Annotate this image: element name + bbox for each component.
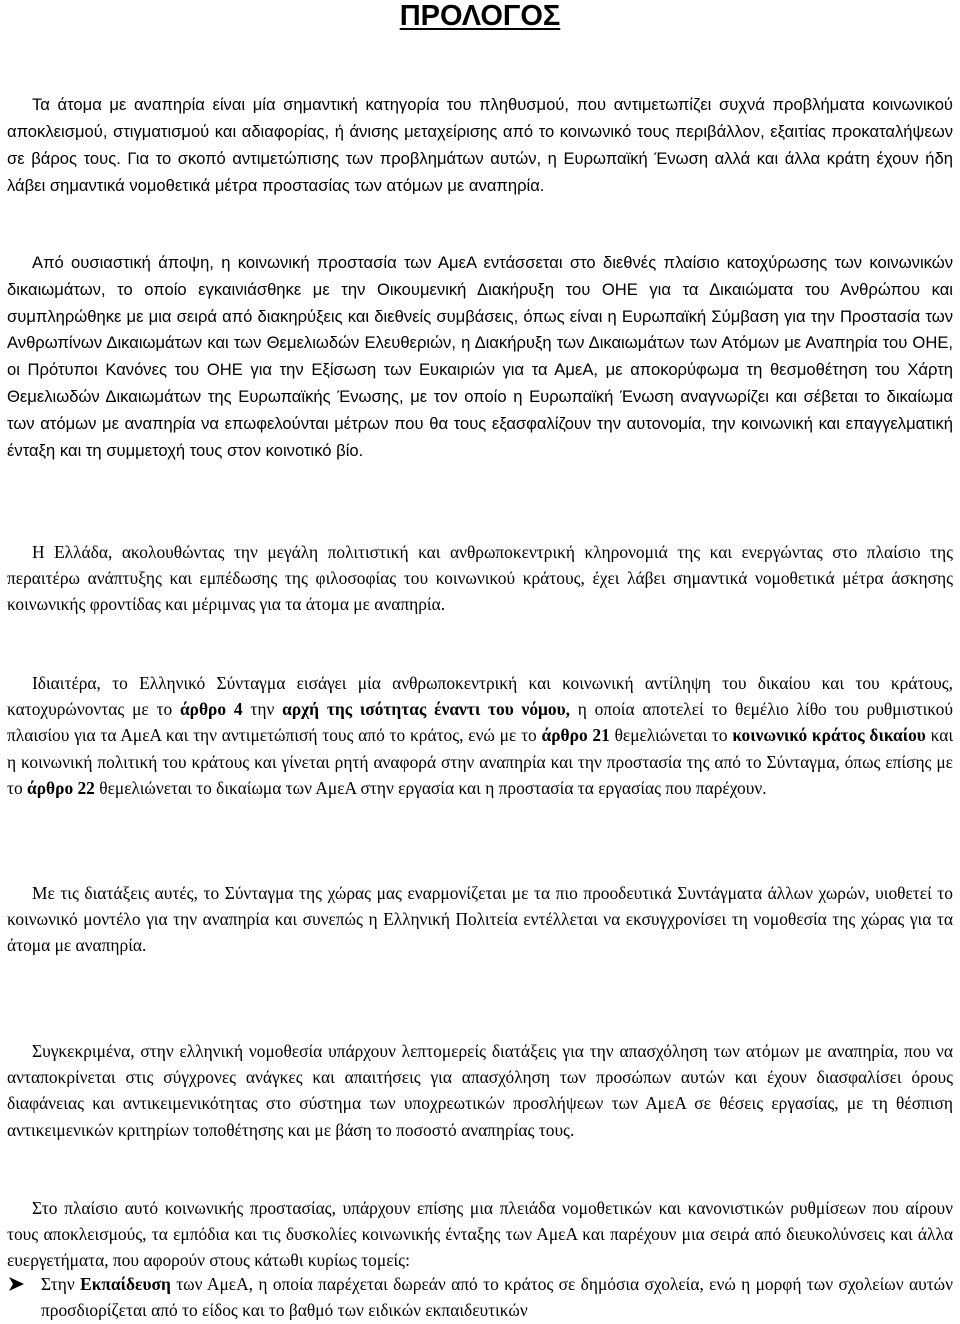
arrow-bullet-icon [7, 1271, 27, 1297]
paragraph-greece: Η Ελλάδα, ακολουθώντας την μεγάλη πολιτιστική και ανθρωποκεντρική κληρονομιά της και ενεργώντας στο πλαίσιο της περαιτέρω ανάπτυξης και εμπέδωσης της φιλοσοφίας του κοινωνικού κράτους, έχει λάβει σημαντικά νομοθετικά μέτρα άσκησης κοινωνικής φροντίδας και μέριμνας για τα άτομα με αναπηρία. [7, 542, 953, 615]
text-run: θεμελιώνεται το δικαίωμα των ΑμεΑ στην εργασία και η προστασία τα εργασίας που παρέχουν. [94, 777, 767, 798]
text-run: η οποία αποτελεί το θεμέλιο λίθο του ρυθμιστικού πλαισίου για τα ΑμεΑ και την αντιμετώπισή τους από το κράτος, ενώ με το [7, 699, 953, 746]
paragraph-sectors: Στο πλαίσιο αυτό κοινωνικής προστασίας, υπάρχουν επίσης μια πλειάδα νομοθετικών και κανονιστικών ρυθμίσεων που αίρουν τους αποκλεισμούς, τα εμπόδια και τις δυσκολίες κοινωνικής ένταξης των ΑμεΑ και παρέχουν μια σειρά από διευκολύνσεις και άλλα ευεργετήματα, που αφορούν στους κάτωθι κυρίως τομείς: [7, 1198, 953, 1271]
paragraph-intro: Τα άτομα με αναπηρία είναι μία σημαντική κατηγορία του πληθυσμού, που αντιμετωπίζει συχνά προβλήματα κοινωνικού αποκλεισμού, στιγματισμού και αδιαφορίας, ή άνισης μεταχείρισης από το κοινωνικό τους περιβάλλον, εξαιτίας προκαταλήψεων σε βάρος τους. Για το σκοπό αντιμετώπισης των προβλημάτων αυτών, η Ευρωπαϊκή Ένωση αλλά και άλλα κράτη έχουν ήδη λάβει σημαντικά νομοθετικά μέτρα προστασίας των ατόμων με αναπηρία. [7, 95, 953, 195]
paragraph-employment: Συγκεκριμένα, στην ελληνική νομοθεσία υπάρχουν λεπτομερείς διατάξεις για την απασχόληση των ατόμων με αναπηρία, που να ανταποκρίνεται στις σύγχρονες ανάγκες και απαιτήσεις για απασχόληση των προσώπων αυτών και έχουν διασφαλίσει όρους διαφάνειας και αντικειμενικότητας στο σύστημα των υποχρεωτικών προσλήψεων των ΑμεΑ σε θέσεις εργασίας, με τη θέσπιση αντικειμενικών κριτηρίων τοποθέτησης και με βάση το ποσοστό αναπηρίας τους. [7, 1041, 953, 1140]
paragraph-international-framework: Από ουσιαστική άποψη, η κοινωνική προστασία των ΑμεΑ εντάσσεται στο διεθνές πλαίσιο κατοχύρωσης των κοινωνικών δικαιωμάτων, το οποίο εγκαινιάσθηκε με την Οικουμενική Διακήρυξη του ΟΗΕ για τα Δικαιώματα του Ανθρώπου και συμπληρώθηκε με μια σειρά από διακηρύξεις και διεθνείς συμβάσεις, όπως είναι η Ευρωπαϊκή Σύμβαση για την Προστασία των Ανθρωπίνων Δικαιωμάτων και των Θεμελιωδών Ελευθεριών, η Διακήρυξη των Δικαιωμάτων των Ατόμων με Αναπηρία του ΟΗΕ, οι Πρότυποι Κανόνες του ΟΗΕ για την Εξίσωση των Ευκαιριών για τα ΑμεΑ, με αποκορύφωμα τη θεσμοθέτηση του Χάρτη Θεμελιωδών Δικαιωμάτων της Ευρωπαϊκής Ένωσης, με τον οποίο η Ευρωπαϊκή Ένωση αναγνωρίζει και σέβεται το δικαίωμα των ατόμων με αναπηρία να επωφελούνται μέτρων που θα τους εξασφαλίζουν την αυτονομία, την κοινωνική και επαγγελματική ένταξη και τη συμμετοχή τους στον κοινοτικό βίο. [7, 253, 953, 460]
text-run: Στην [41, 1274, 81, 1294]
text-run: και η κοινωνική πολιτική του κράτους και γίνεται ρητή αναφορά στην αναπηρία και την προστασία της από το Σύνταγμα, όπως επίσης με το [7, 725, 953, 798]
paragraph-constitution [7, 670, 953, 801]
document-title: ΠΡΟΛΟΓΟΣ [399, 0, 561, 32]
text-run: των ΑμεΑ, η οποία παρέχεται δωρεάν από το κράτος σε δημόσια σχολεία, ενώ η μορφή των σχολείων αυτών προσδιορίζεται από το είδος και το βαθμό των ειδικών εκπαιδευτικών [41, 1274, 953, 1321]
bold-equality-principle: αρχή της ισότητας έναντι του νόμου, [282, 699, 570, 720]
text-run: την [242, 699, 283, 720]
text-run: Ιδιαιτέρα, το Ελληνικό Σύνταγμα εισάγει μία ανθρωποκεντρική και κοινωνική αντίληψη του δικαίου και του κράτους, κατοχυρώνοντας με το [7, 673, 953, 720]
bold-article-21: άρθρο 21 [541, 725, 610, 746]
paragraph-harmonization: Με τις διατάξεις αυτές, το Σύνταγμα της χώρας μας εναρμονίζεται με τα πιο προοδευτικά Συντάγματα άλλων χωρών, υιοθετεί το κοινωνικό μοντέλο για την αναπηρία και συνεπώς η Ελληνική Πολιτεία εντέλλεται να εκσυγχρονίσει τη νομοθεσία της χώρας για τα άτομα με αναπηρία. [7, 883, 953, 956]
text-run: θεμελιώνεται το [609, 725, 733, 746]
bold-article-22: άρθρο 22 [27, 777, 95, 798]
list-item-education [7, 1271, 953, 1323]
bold-article-4: άρθρο 4 [179, 699, 243, 720]
bold-social-state: κοινωνικό κράτος δικαίου [732, 725, 926, 746]
bold-education: Εκπαίδευση [80, 1274, 171, 1294]
